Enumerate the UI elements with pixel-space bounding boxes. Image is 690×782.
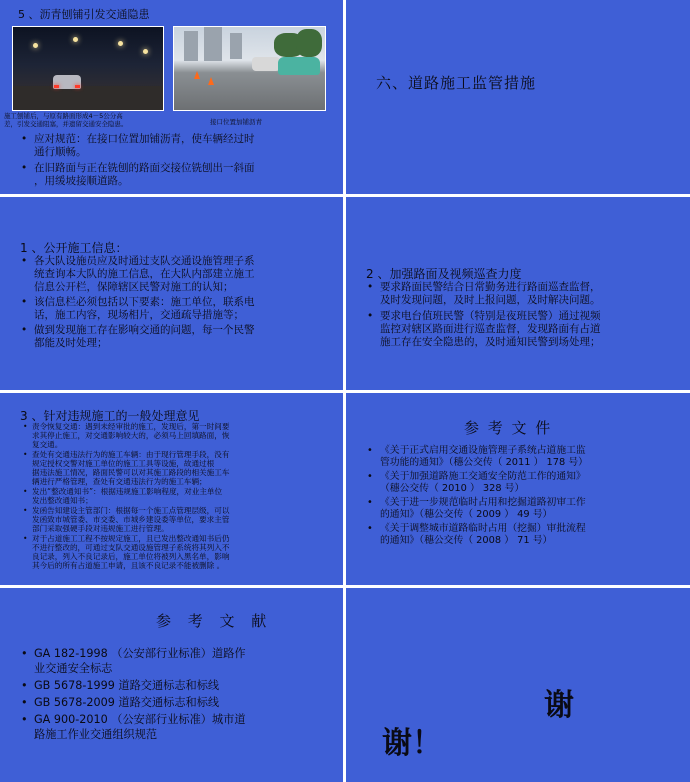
bullet-line: 的通知》（穗公交传（ 2008 ） 71 号） <box>380 535 553 546</box>
bullet-line: • 要求电台值班民警（特别是夜班民警）通过视频 <box>380 310 601 322</box>
list-item <box>364 471 588 495</box>
list-item <box>18 255 255 294</box>
list-item <box>18 296 255 322</box>
bullet-line: • GA 182-1998 （公安部行业标准）道路作 <box>34 647 246 660</box>
bullet-list <box>18 133 255 188</box>
bullet-line: ，用缓坡接顺道路。 <box>34 175 129 187</box>
bullet-list <box>18 255 255 350</box>
bullet-list <box>20 422 229 570</box>
bullet-list <box>18 646 246 742</box>
slide-thanks <box>346 588 690 782</box>
left-photo-caption <box>4 112 128 128</box>
bullet-line: • 对于占道施工工程不按规定施工，且已发出整改通知书后仍 <box>32 534 230 543</box>
bullet-line: • 《关于进一步规范临时占用和挖掘道路初审工作 <box>380 497 586 508</box>
bullet-line: • 应对规范：在接口位置加铺沥青，使车辆经过时 <box>34 133 255 145</box>
bullet-line: 发出整改通知书； <box>32 496 93 505</box>
bullet-line: 复交通。 <box>32 440 63 449</box>
slide-public-info <box>0 197 343 390</box>
slide-title: 参 考 文 献 <box>156 612 273 630</box>
bullet-line: • GB 5678-1999 道路交通标志和标线 <box>34 679 220 692</box>
night-traffic-photo <box>12 26 164 111</box>
list-item <box>20 506 229 533</box>
bullet-line: 辆进行严格管理，查处有交通违法行为的施工车辆； <box>32 477 207 486</box>
right-photo-caption: 接口位置加铺沥青 <box>210 118 262 126</box>
bullet-line: 良记录，列入不良记录后，施工单位将被列入黑名单，影响 <box>32 552 230 561</box>
bullet-line: 其今后的所有占道施工申请，且该不良记录不能被删除 。 <box>32 561 225 570</box>
bullet-line: • 发出“整改通知书”：根据违规施工影响程度，对业主单位 <box>32 487 223 496</box>
list-item <box>20 534 229 570</box>
bullet-line: • 《关于调整城市道路临时占用（挖掘）审批流程 <box>380 523 586 534</box>
list-item <box>364 281 601 307</box>
bullet-line: 发函致市城管委、市交委、市城乡建设委等单位，要求主管 <box>32 515 230 524</box>
bullet-line: 管功能的通知》（穗公交传（ 2011 ） 178 号） <box>380 457 588 468</box>
slide-reference-standards <box>0 588 343 782</box>
list-item <box>364 310 601 349</box>
slide-title: 六、道路施工监管措施 <box>376 74 537 92</box>
slide-road-paving-hazard <box>0 0 343 194</box>
bullet-line: 统查询本大队的施工信息，在大队内部建立施工 <box>34 268 255 280</box>
bullet-line: 都能及时处理； <box>34 337 108 349</box>
bullet-line: 话，施工内容，现场相片，交通疏导措施等； <box>34 309 244 321</box>
list-item <box>18 678 246 693</box>
bullet-line: 监控对辖区路面进行巡查监督，发现路面有占道 <box>380 323 601 335</box>
bullet-line: 不进行整改的，可通过支队交通设施管理子系统将其列入不 <box>32 543 230 552</box>
bullet-line: 施工存在安全隐患的，及时通知民警到场处理； <box>380 336 601 348</box>
bullet-line: 业交通安全标志 <box>34 662 113 675</box>
bullet-line: • 做到发现施工存在影响交通的问题，每一个民警 <box>34 324 255 336</box>
list-item <box>364 445 588 469</box>
bullet-line: 及时发现问题，及时上报问题，及时解决问题。 <box>380 294 601 306</box>
bullet-line: • 责令恢复交通：遇到未经审批的施工，发现后，第一时间要 <box>32 422 230 431</box>
thanks-text-top: 谢 <box>544 688 574 723</box>
bullet-line: • 发函告知建设主管部门：根据每一个施工点管理层级，可以 <box>32 506 230 515</box>
bullet-line: 信息公开栏，保障辖区民警对施工的认知； <box>34 281 234 293</box>
bullet-list <box>364 445 588 547</box>
caption-line: 差，引发交通阻塞，并遗留交通安全隐患。 <box>4 120 128 128</box>
slide-violation-handling <box>0 393 343 585</box>
slide-reference-documents <box>346 393 690 585</box>
thanks-text-bottom: 谢！ <box>382 726 442 761</box>
list-item <box>20 487 229 505</box>
list-item <box>18 646 246 676</box>
bullet-line: （穗公交传（ 2010 ） 328 号） <box>380 483 525 494</box>
slide-title: 参 考 文 件 <box>464 419 553 437</box>
bullet-line: • 查处有交通违法行为的施工车辆：由于现行管理手段，没有 <box>32 450 230 459</box>
bullet-line: • 要求路面民警结合日常勤务进行路面巡查监督， <box>380 281 601 293</box>
bullet-line: • GB 5678-2009 道路交通标志和标线 <box>34 696 220 709</box>
bullet-line: 求其停止施工，对交通影响较大的，必须马上回填路面，恢 <box>32 431 230 440</box>
bullet-line: 通行顺畅。 <box>34 146 87 158</box>
bullet-line: 规定授权交警对施工单位的施工工具等设施，故通过根 <box>32 459 215 468</box>
paved-junction-photo <box>173 26 326 111</box>
bullet-line: • 该信息栏必须包括以下要素：施工单位，联系电 <box>34 296 255 308</box>
bullet-line: 部门采取强硬手段对违规施工进行管理。 <box>32 524 169 533</box>
slide-patrol <box>346 197 690 390</box>
bullet-list <box>364 281 601 349</box>
bullet-line: • 在旧路面与正在铣刨的路面交接位铣刨出一斜面 <box>34 162 255 174</box>
bullet-line: 路施工作业交通组织规范 <box>34 728 158 741</box>
bullet-line: • GA 900-2010 （公安部行业标准）城市道 <box>34 713 246 726</box>
list-item <box>18 324 255 350</box>
slide-title: 1 、公开施工信息： <box>20 241 128 255</box>
list-item <box>18 695 246 710</box>
bullet-line: 据违法施工情况，路面民警可以对其施工路段的相关施工车 <box>32 468 230 477</box>
bullet-line: • 《关于正式启用交通设施管理子系统占道施工监 <box>380 445 586 456</box>
slide-supervision-measures <box>346 0 690 194</box>
slide-title: 5 、沥青刨铺引发交通隐患 <box>18 8 150 21</box>
list-item <box>18 712 246 742</box>
list-item <box>364 497 588 521</box>
list-item <box>364 523 588 547</box>
caption-line: 施工刨铺后，与原有路面形成4－5公分高 <box>4 112 123 120</box>
slide-title: 3 、针对违规施工的一般处理意见 <box>20 409 200 423</box>
list-item <box>20 422 229 449</box>
list-item <box>18 133 255 159</box>
list-item <box>20 450 229 486</box>
bullet-line: • 各大队设施员应及时通过支队交通设施管理子系 <box>34 255 255 267</box>
list-item <box>18 162 255 188</box>
slide-title: 2 、加强路面及视频巡查力度 <box>366 267 522 281</box>
bullet-line: • 《关于加强道路施工交通安全防范工作的通知》 <box>380 471 586 482</box>
bullet-line: 的通知》（穗公交传（ 2009 ） 49 号） <box>380 509 553 520</box>
